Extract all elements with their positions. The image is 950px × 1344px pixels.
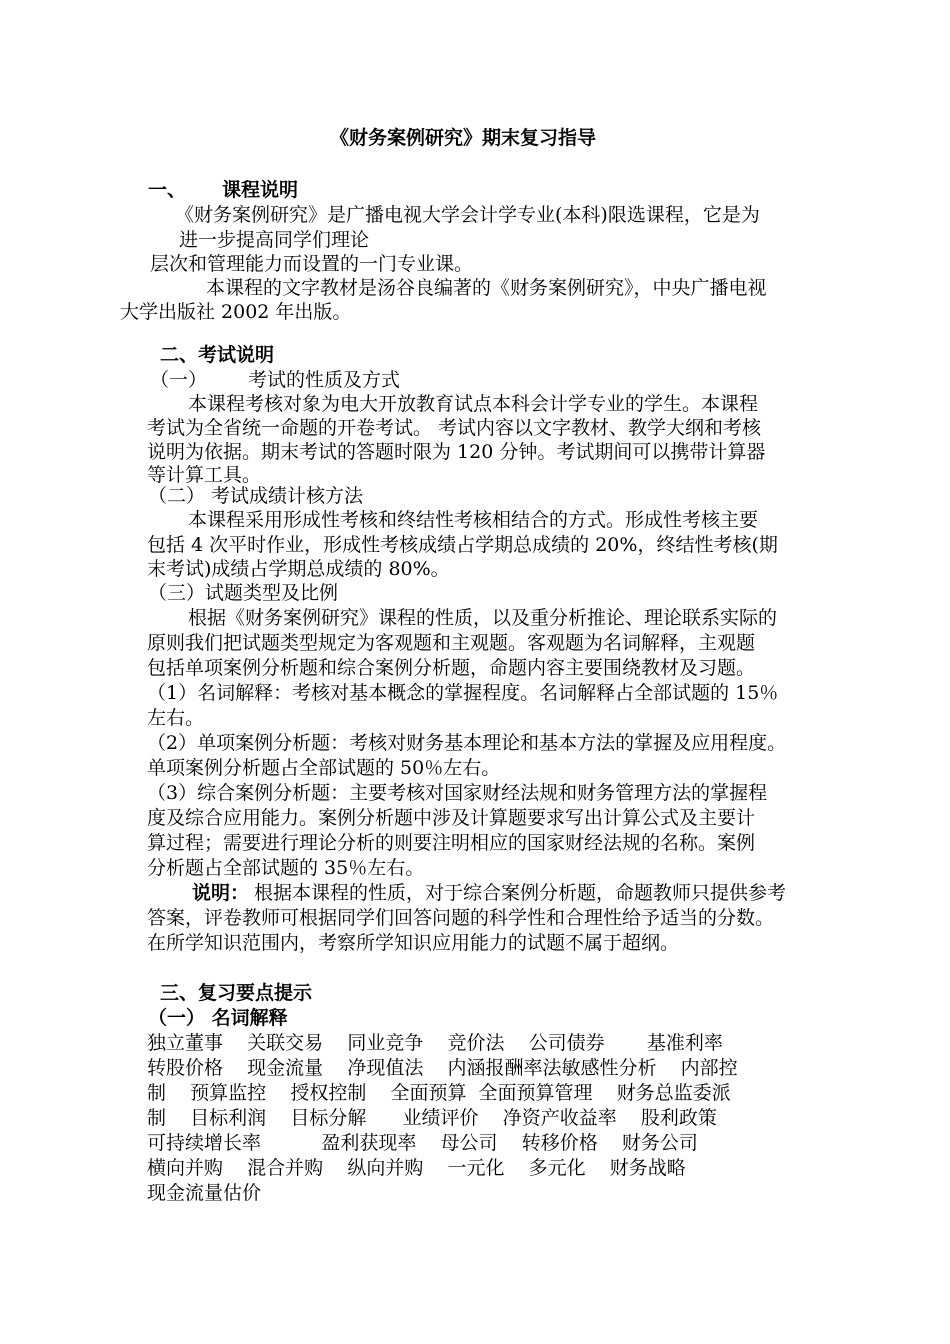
note-line: 在所学知识范围内，考察所学知识应用能力的试题不属于超纲。	[147, 932, 680, 954]
list-item-line: （3）综合案例分析题：主要考核对国家财经法规和财务管理方法的掌握程	[147, 782, 768, 804]
terms-line: 独立董事 关联交易 同业竞争 竞价法 公司债券 基准利率	[147, 1032, 723, 1054]
note-line: 根据本课程的性质，对于综合案例分析题，命题教师只提供参考	[254, 882, 787, 904]
list-item-line: 分析题占全部试题的 35％左右。	[147, 857, 425, 879]
terms-line: 可持续增长率 盈利获现率 母公司 转移价格 财务公司	[147, 1132, 698, 1154]
subsection-heading: （三）试题类型及比例	[148, 582, 339, 604]
note-line: 答案，评卷教师可根据同学们回答问题的科学性和合理性给予适当的分数。	[147, 907, 775, 929]
paragraph-line: 《财务案例研究》是广播电视大学会计学专业(本科)限选课程，它是为	[175, 204, 760, 226]
section-1-number: 一、	[148, 179, 187, 201]
page-title: 《财务案例研究》期末复习指导	[330, 127, 597, 149]
section-1-heading: 课程说明	[222, 179, 299, 201]
list-item-line: 左右。	[147, 707, 205, 729]
terms-line: 制 目标利润 目标分解 业绩评价 净资产收益率 股利政策	[147, 1107, 717, 1129]
note-label: 说明：	[192, 882, 250, 904]
paragraph-line: 等计算工具。	[147, 464, 262, 486]
list-item-line: 度及综合应用能力。案例分析题中涉及计算题要求写出计算公式及主要计	[147, 807, 756, 829]
paragraph-line: 本课程考核对象为电大开放教育试点本科会计学专业的学生。本课程	[188, 393, 759, 415]
paragraph-line: 本课程采用形成性考核和终结性考核相结合的方式。形成性考核主要	[188, 509, 759, 531]
paragraph-line: 根据《财务案例研究》课程的性质，以及重分析推论、理论联系实际的	[188, 607, 778, 629]
terms-line: 现金流量估价	[147, 1182, 262, 1204]
paragraph-line: 原则我们把试题类型规定为客观题和主观题。客观题为名词解释，主观题	[147, 632, 756, 654]
subsection-number: （一）	[150, 369, 208, 391]
paragraph-line: 进一步提高同学们理论	[179, 229, 370, 251]
paragraph-line: 包括单项案例分析题和综合案例分析题，命题内容主要围绕教材及习题。	[147, 657, 756, 679]
paragraph-line: 本课程的文字教材是汤谷良编著的《财务案例研究》，中央广播电视	[206, 277, 767, 299]
list-item-line: （2）单项案例分析题：考核对财务基本理论和基本方法的掌握及应用程度。	[147, 732, 787, 754]
paragraph-line: 层次和管理能力而设置的一门专业课。	[150, 253, 474, 275]
section-3-heading: 三、复习要点提示	[160, 982, 313, 1004]
subsection-heading: （一） 名词解释	[148, 1007, 288, 1029]
paragraph-line: 大学出版社 2002 年出版。	[120, 301, 352, 323]
list-item-line: （1）名词解释：考核对基本概念的掌握程度。名词解释占全部试题的 15％	[147, 682, 779, 704]
section-2-heading: 二、考试说明	[160, 344, 275, 366]
paragraph-line: 包括 4 次平时作业，形成性考核成绩占学期总成绩的 20%，终结性考核(期	[147, 534, 778, 556]
paragraph-line: 考试为全省统一命题的开卷考试。 考试内容以文字教材、教学大纲和考核	[147, 417, 762, 439]
terms-line: 制 预算监控 授权控制 全面预算 全面预算管理 财务总监委派	[147, 1082, 731, 1104]
paragraph-line: 说明为依据。期末考试的答题时限为 120 分钟。考试期间可以携带计算器	[147, 441, 766, 463]
paragraph-line: 末考试)成绩占学期总成绩的 80%。	[147, 558, 450, 580]
list-item-line: 单项案例分析题占全部试题的 50％左右。	[147, 757, 501, 779]
terms-line: 横向并购 混合并购 纵向并购 一元化 多元化 财务战略	[147, 1157, 686, 1179]
subsection-heading: （二） 考试成绩计核方法	[148, 485, 364, 507]
list-item-line: 算过程；需要进行理论分析的则要注明相应的国家财经法规的名称。案例	[147, 832, 756, 854]
terms-line: 转股价格 现金流量 净现值法 内涵报酬率法敏感性分析 内部控	[147, 1057, 738, 1079]
subsection-heading: 考试的性质及方式	[248, 369, 401, 391]
